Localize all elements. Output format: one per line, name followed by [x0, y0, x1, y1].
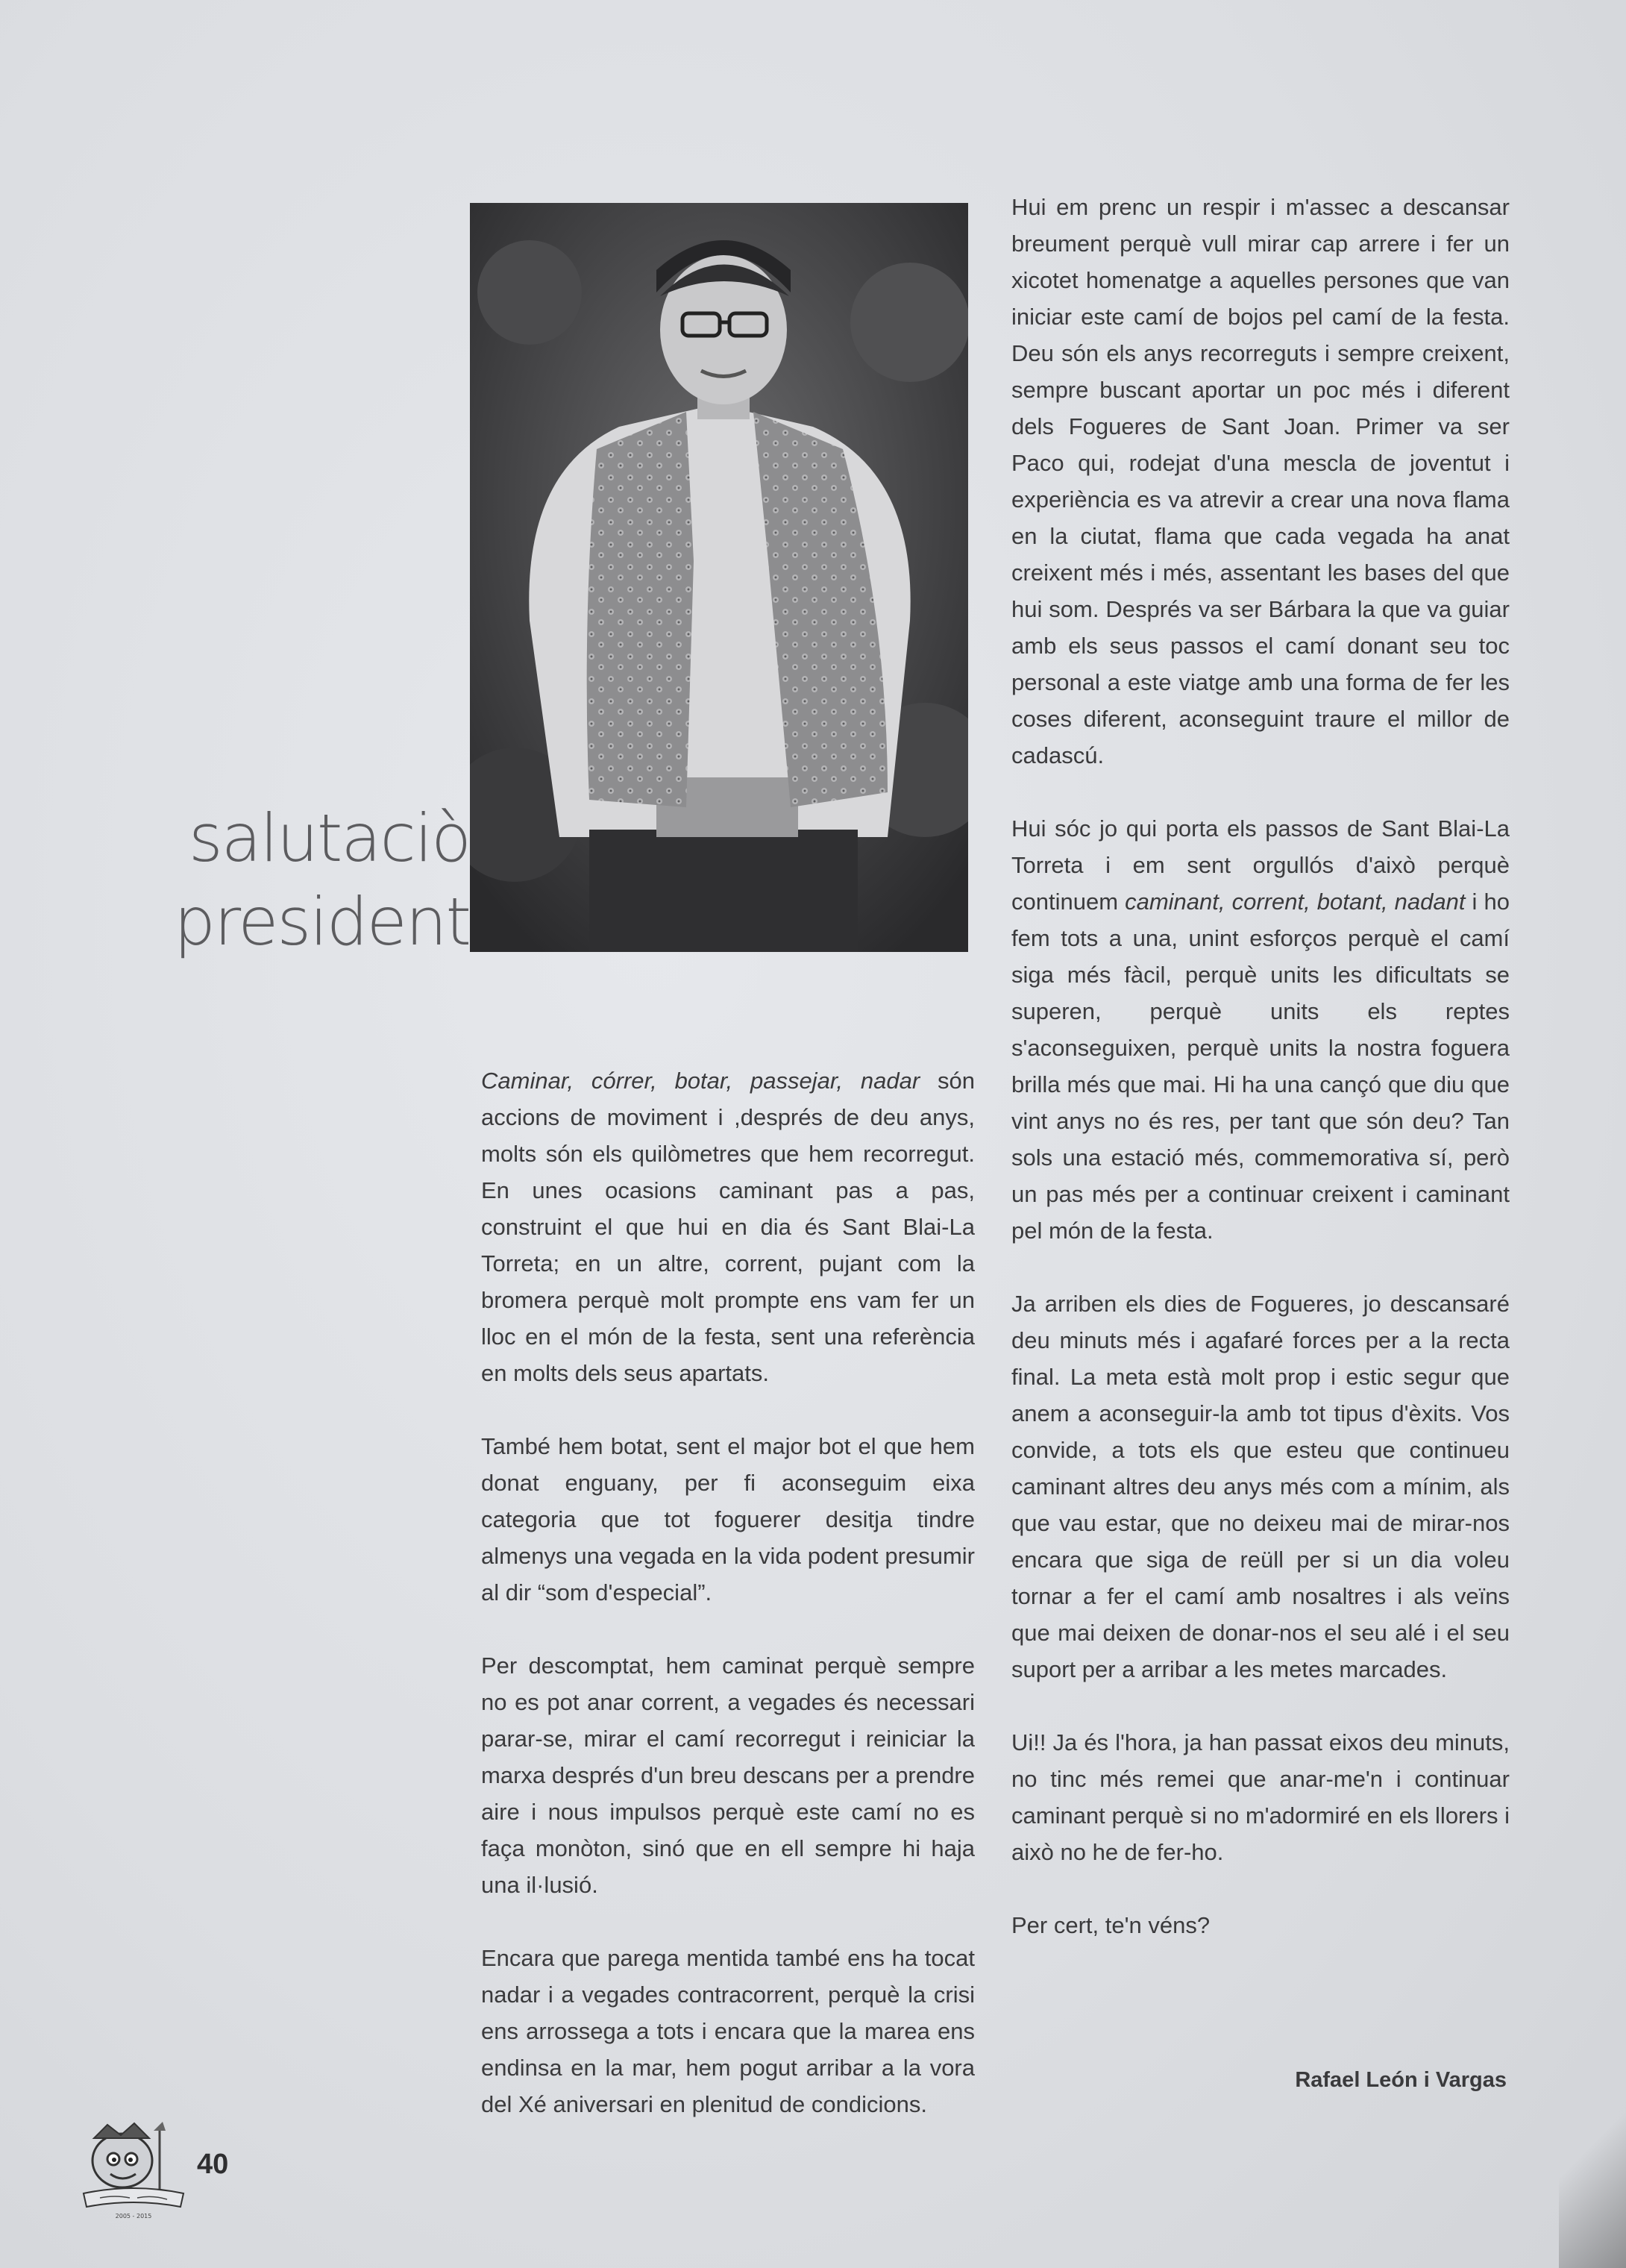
- left-paragraph-3: Per descomptat, hem caminat perquè sempre no es pot anar corrent, a vegades és necessari parar-se, mirar el camí recorregut i reiniciar la marxa després d'un breu descans per a prendre aire i nous impulsos perquè este camí no es faça monòton, sinó que en ell sempre hi haja una il·lusió.: [481, 1653, 975, 1898]
- left-text-column: [481, 1062, 975, 2123]
- title-line-1: salutaciò: [188, 800, 470, 877]
- right-paragraph-4: Ui!! Ja és l'hora, ja han passat eixos deu minuts, no tinc més remei que anar-me'n i continuar caminant perquè si no m'adormiré en els llorers i això no he de fer-ho.: [1011, 1729, 1510, 1865]
- left-paragraph-1: [481, 1062, 975, 1391]
- foguera-logo: [78, 2116, 189, 2220]
- right-p2-italic: caminant, corrent, botant, nadant: [1125, 889, 1466, 915]
- right-paragraph-2: [1011, 810, 1510, 1249]
- left-paragraph-4: Encara que parega mentida també ens ha tocat nadar i a vegades contracorrent, perquè la crisi ens arrossega a tots i encara que la marea ens endinsa en la mar, hem pogut arribar a la vora del Xé aniversari en plenitud de condicions.: [481, 1945, 975, 2117]
- author-signature: Rafael León i Vargas: [1295, 2068, 1507, 2092]
- logo-years: 2005 - 2015: [115, 2213, 152, 2220]
- president-portrait-photo: [470, 203, 968, 952]
- left-p1-text: són accions de moviment i ,després de deu anys, molts són els quilòmetres que hem recorregut. En unes ocasions caminant pas a pas, construint el que hui en dia és Sant Blai-La Torreta; en un altre, corrent, pujant com la bromera perquè molt prompte ens vam fer un lloc en el món de la festa, sent una referència en molts dels seus apartats.: [481, 1068, 975, 1386]
- right-p2-text-b: i ho fem tots a una, unint esforços perquè el camí siga més fàcil, perquè units les dificultats se superen, perquè units els reptes s'aconseguixen, perquè units la nostra foguera brilla més que mai. Hi ha una cançó que diu que vint anys no és res, per tant que són deu? Tan sols una estació més, commemorativa sí, però un pas més per a continuar creixent i caminant pel món de la festa.: [1011, 889, 1510, 1244]
- page-corner-shadow: [1559, 2074, 1626, 2268]
- right-text-column: [1011, 189, 1510, 1943]
- mascot-logo-icon: [78, 2116, 189, 2220]
- page-number: 40: [197, 2149, 229, 2180]
- right-paragraph-3: Ja arriben els dies de Fogueres, jo descansaré deu minuts més i agafaré forces per a la recta final. La meta està molt prop i estic segur que anem a aconseguir-la amb tot tipus d'èxits. Vos convide, a tots els que esteu que continueu caminant altres deu anys més com a mínim, als que vau estar, que no deixeu mai de mirar-nos encara que siga de reüll per si un dia voleu tornar a fer el camí amb nosaltres i als veïns que mai deixen de donar-nos el seu alé i el seu suport per a arribar a les metes marcades.: [1011, 1291, 1510, 1682]
- right-paragraph-5: Per cert, te'n véns?: [1011, 1912, 1211, 1938]
- left-p1-italic: Caminar, córrer, botar, passejar, nadar: [481, 1068, 920, 1094]
- portrait-photo-icon: [470, 203, 968, 952]
- article-title: [174, 797, 470, 964]
- right-paragraph-1: Hui em prenc un respir i m'assec a descansar breument perquè vull mirar cap arrere i fer un xicotet homenatge a aquelles persones que van iniciar este camí de bojos pel camí de la festa. Deu són els anys recorreguts i sempre creixent, sempre buscant aportar un poc més i diferent dels Fogueres de Sant Joan. Primer va ser Paco qui, rodejat d'una mescla de joventut i experiència es va atrevir a crear una nova flama en la ciutat, flama que cada vegada ha anat creixent més i més, assentant les bases del que hui som. Després va ser Bárbara la que va guiar amb els seus passos el camí donant seu toc personal a este viatge amb una forma de fer les coses diferent, aconseguint traure el millor de cadascú.: [1011, 194, 1510, 768]
- right-p2-text-a: Hui sóc jo qui porta els passos de Sant Blai-La Torreta i em sent orgullós d'això perquè continuem: [1011, 815, 1510, 915]
- title-line-2: president: [174, 883, 470, 960]
- left-paragraph-2: També hem botat, sent el major bot el que hem donat enguany, per fi aconseguim eixa categoria que tot foguerer desitja tindre almenys una vegada en la vida podent presumir al dir “som d'especial”.: [481, 1433, 975, 1606]
